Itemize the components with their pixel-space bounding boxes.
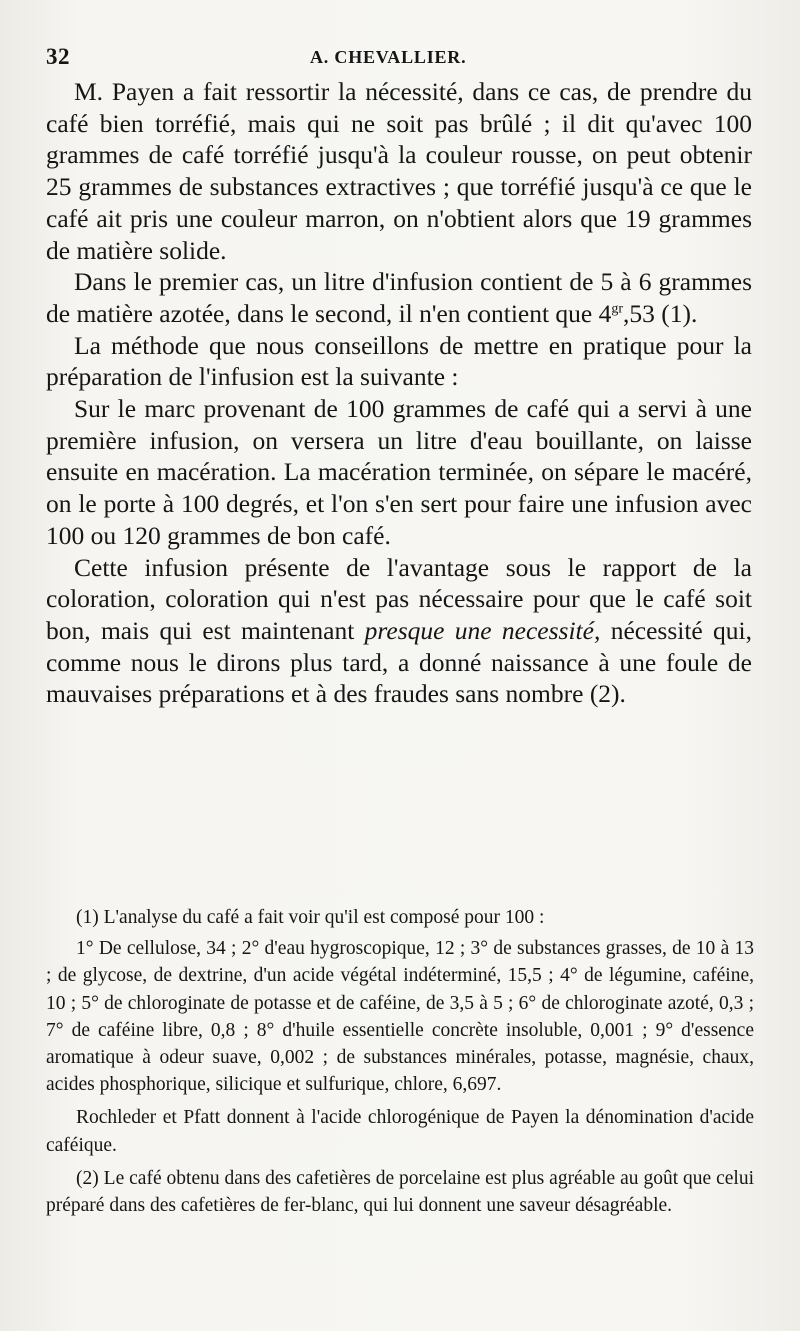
footnote-2: (2) Le café obtenu dans des cafetières de porcelaine est plus agréable au goût que celui préparé dans des cafetières de fer-blanc, qui lui donnent une saveur désagréable. (46, 1167, 754, 1217)
paragraph-premier-cas-text: Dans le premier cas, un litre d'infusion contient de 5 à 6 grammes de matière azotée, dans le second, il n'en contient que 4 (46, 267, 752, 328)
footnote-1-items: 1° De cellulose, 34 ; 2° d'eau hygroscopique, 12 ; 3° de substances grasses, de 10 à 13 ; de glycose, de dextrine, d'un acide végétal indéterminé, 15,5 ; 4° de légumine, caféine, 10 ; 5° de chloroginate de potasse et de caféine, de 3,5 à 5 ; 6° de chloroginate azoté, 0,3 ; 7° de caféine libre, 0,8 ; 8° d'huile essentielle concrète insoluble, 0,001 ; 9° d'essence aromatique à odeur suave, 0,002 ; de substances minérales, potasse, magnésie, chaux, acides phosphorique, silicique et sulfurique, chlore, 6,697. (46, 938, 754, 1096)
paragraph-marc: Sur le marc provenant de 100 grammes de café qui a servi à une première infusion, on versera un litre d'eau bouillante, on laisse ensuite en macération. La macération terminée, on sépare le macéré, on le porte à 100 degrés, et l'on s'en sert pour faire une infusion avec 100 ou 120 grammes de bon café. (46, 394, 752, 550)
paragraph-coloration-tail: nécessité qui, comme nous le dirons plus tard, a donné naissance à une foule de mauvaises préparations et à des fraudes sans nombre (2). (46, 615, 753, 709)
paragraph-methode: La méthode que nous conseillons de mettre en pratique pour la préparation de l'infusion est la suivante : (46, 330, 752, 392)
paragraph-payen: M. Payen a fait ressortir la nécessité, dans ce cas, de prendre du café bien torréfié, mais qui ne soit pas brûlé ; il dit qu'avec 100 grammes de café torréfié jusqu'à la couleur rousse, on peut obtenir 25 grammes de substances extractives ; que torréfié jusqu'à ce que le café ait pris une couleur marron, on n'obtient alors que 19 grammes de matière solide. (46, 77, 752, 265)
gram-abbrev-superscript: gr (611, 301, 624, 317)
paragraph-premier-cas-tail: ,53 (1). (623, 298, 698, 328)
footnote-1-intro: (1) L'analyse du café a fait voir qu'il est composé pour 100 : (76, 907, 545, 928)
page-number: 32 (46, 44, 70, 69)
paragraph-coloration-text: Cette infusion présente de l'avantage sous le rapport de la coloration, coloration qui n'est pas nécessaire pour que le café soit bon, mais qui est maintenant (46, 552, 752, 645)
footnotes (46, 904, 754, 1223)
footnote-1-extra: Rochleder et Pfatt donnent à l'acide chlorogénique de Payen la dénomination d'acide caféique. (46, 1107, 754, 1156)
page-header (46, 44, 752, 74)
main-text (46, 76, 752, 710)
running-head: A. CHEVALLIER. (310, 47, 467, 67)
paragraph-premier-cas (46, 266, 752, 329)
italic-phrase: presque une necessité, (364, 615, 601, 645)
paragraph-coloration (46, 552, 752, 711)
